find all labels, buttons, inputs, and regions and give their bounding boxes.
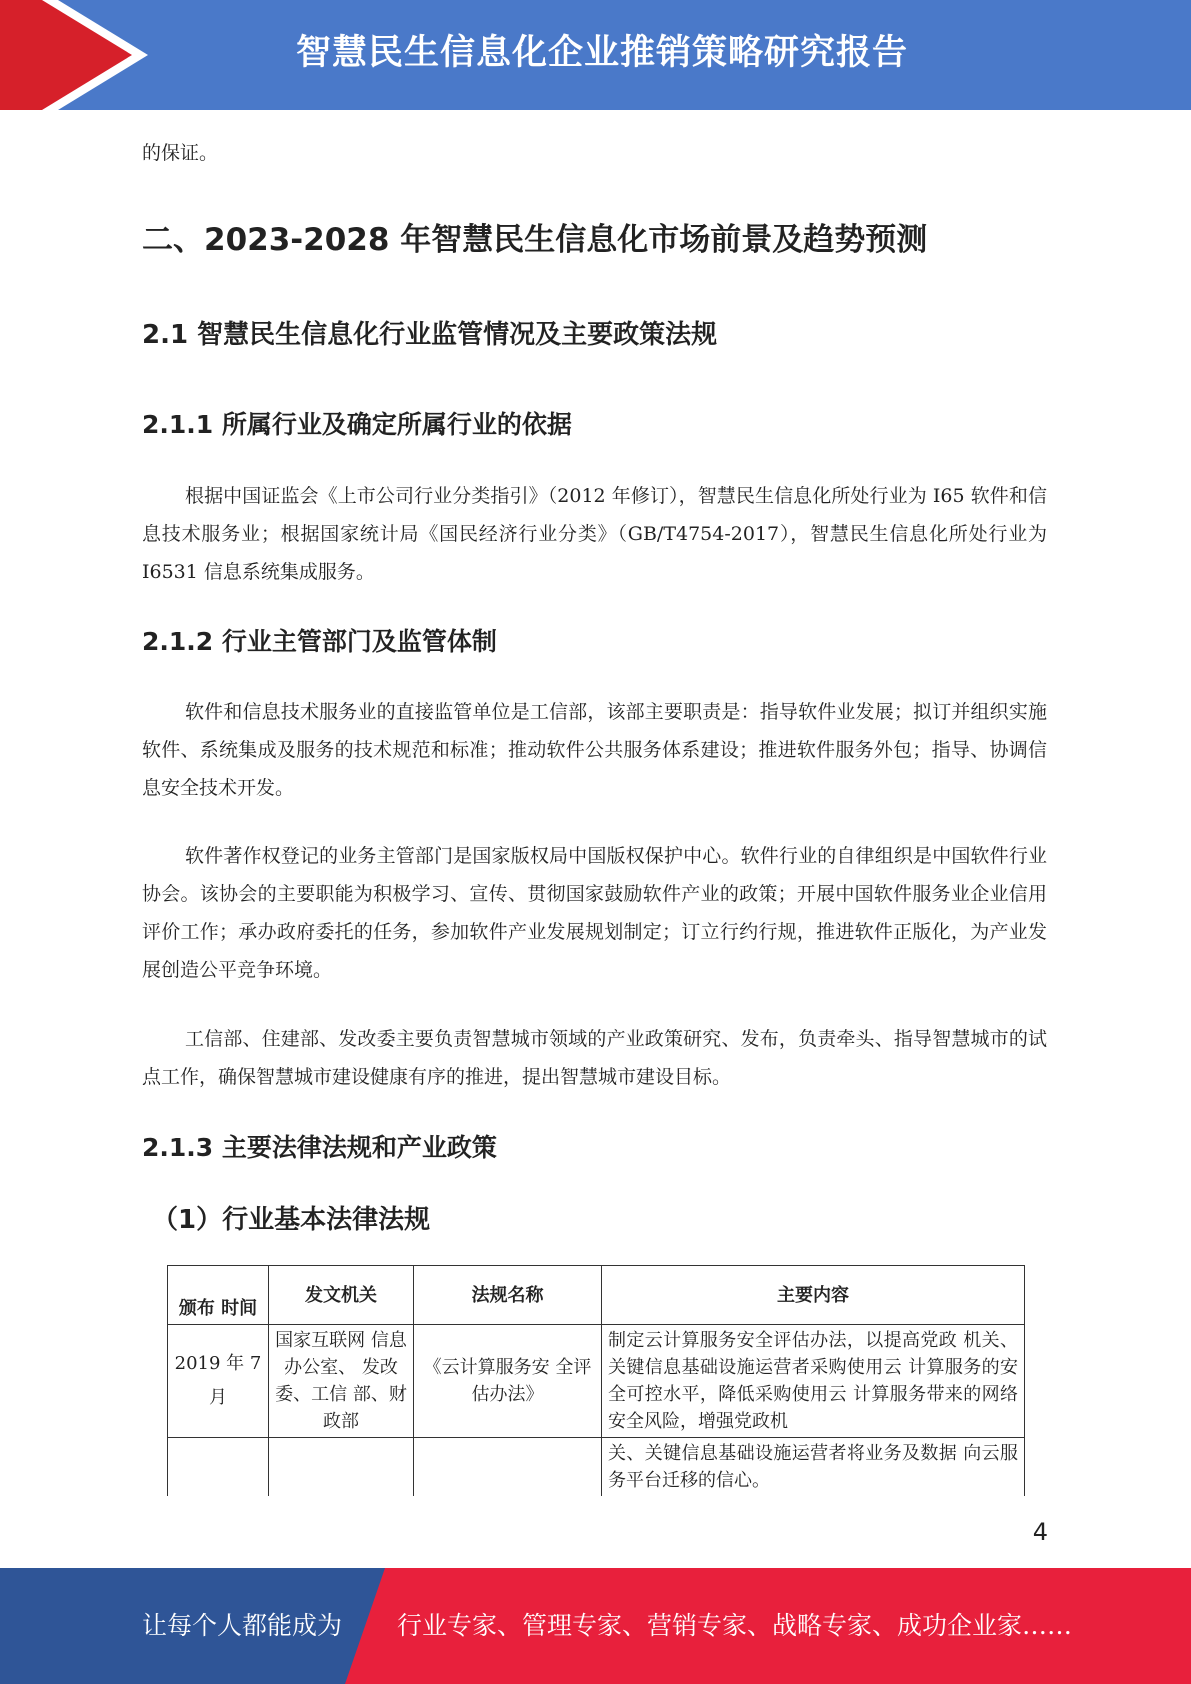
page-footer bbox=[0, 1568, 1191, 1684]
cell-content: 制定云计算服务安全评估办法，以提高党政 机关、关键信息基础设施运营者采购使用云 计算服务的安全可控水平，降低采购使用云 计算服务带来的网络安全风险，增强党政机 bbox=[602, 1325, 1025, 1438]
table-row bbox=[168, 1325, 1025, 1438]
paragraph-regulator: 软件和信息技术服务业的直接监管单位是工信部，该部主要职责是：指导软件业发展；拟订并组织实施软件、系统集成及服务的技术规范和标准；推动软件公共服务体系建设；推进软件服务外包；指导、协调信息安全技术开发。 bbox=[142, 701, 1047, 799]
page-number: 4 bbox=[1032, 1518, 1048, 1546]
cell-content: 关、关键信息基础设施运营者将业务及数据 向云服务平台迁移的信心。 bbox=[602, 1438, 1025, 1497]
paragraph-smart-city: 工信部、住建部、发改委主要负责智慧城市领域的产业政策研究、发布，负责牵头、指导智慧城市的试点工作，确保智慧城市建设健康有序的推进，提出智慧城市建设目标。 bbox=[142, 1028, 1047, 1088]
col-header-name: 法规名称 bbox=[414, 1266, 602, 1325]
paragraph-industry-classification: 根据中国证监会《上市公司行业分类指引》（2012 年修订），智慧民生信息化所处行业为 I65 软件和信息技术服务业；根据国家统计局《国民经济行业分类》（GB/T4754-2017），智慧民生信息化所处行业为 I6531 信息系统集成服务。 bbox=[142, 485, 1047, 583]
cell-date bbox=[168, 1438, 269, 1497]
subsection-heading-2-1-2: 2.1.2 行业主管部门及监管体制 bbox=[142, 627, 497, 656]
table-header-row bbox=[168, 1266, 1025, 1325]
report-title: 智慧民生信息化企业推销策略研究报告 bbox=[296, 33, 909, 73]
footer-slogan-left: 让每个人都能成为 bbox=[142, 1611, 343, 1640]
page-header bbox=[0, 0, 1191, 110]
cell-issuer: 国家互联网 信息办公室、 发改委、工信 部、财政部 bbox=[269, 1325, 414, 1438]
subsection-heading-2-1: 2.1 智慧民生信息化行业监管情况及主要政策法规 bbox=[142, 320, 718, 350]
footer-slogan-right: 行业专家、管理专家、营销专家、战略专家、成功企业家…… bbox=[397, 1611, 1073, 1640]
table-row bbox=[168, 1438, 1025, 1497]
laws-table bbox=[167, 1265, 1025, 1496]
col-header-date: 颁布 时间 bbox=[168, 1266, 269, 1325]
col-header-content: 主要内容 bbox=[602, 1266, 1025, 1325]
header-chevron-decoration bbox=[0, 0, 160, 110]
subsection-heading-2-1-1: 2.1.1 所属行业及确定所属行业的依据 bbox=[142, 410, 572, 439]
subsection-heading-2-1-3: 2.1.3 主要法律法规和产业政策 bbox=[142, 1133, 497, 1162]
paragraph-copyright-association: 软件著作权登记的业务主管部门是国家版权局中国版权保护中心。软件行业的自律组织是中国软件行业协会。该协会的主要职能为积极学习、宣传、贯彻国家鼓励软件产业的政策；开展中国软件服务业企业信用评价工作；承办政府委托的任务，参加软件产业发展规划制定；订立行约行规，推进软件正版化，为产业发展创造公平竞争环境。 bbox=[142, 845, 1047, 981]
cell-date: 2019 年 7 月 bbox=[168, 1325, 269, 1438]
cell-issuer bbox=[269, 1438, 414, 1497]
cell-name: 《云计算服务安 全评估办法》 bbox=[414, 1325, 602, 1438]
table-heading-basic-laws: （1）行业基本法律法规 bbox=[152, 1205, 431, 1235]
section-heading: 二、2023-2028 年智慧民生信息化市场前景及趋势预测 bbox=[142, 222, 928, 258]
col-header-issuer: 发文机关 bbox=[269, 1266, 414, 1325]
paragraph-continuation: 的保证。 bbox=[142, 142, 219, 164]
cell-name bbox=[414, 1438, 602, 1497]
